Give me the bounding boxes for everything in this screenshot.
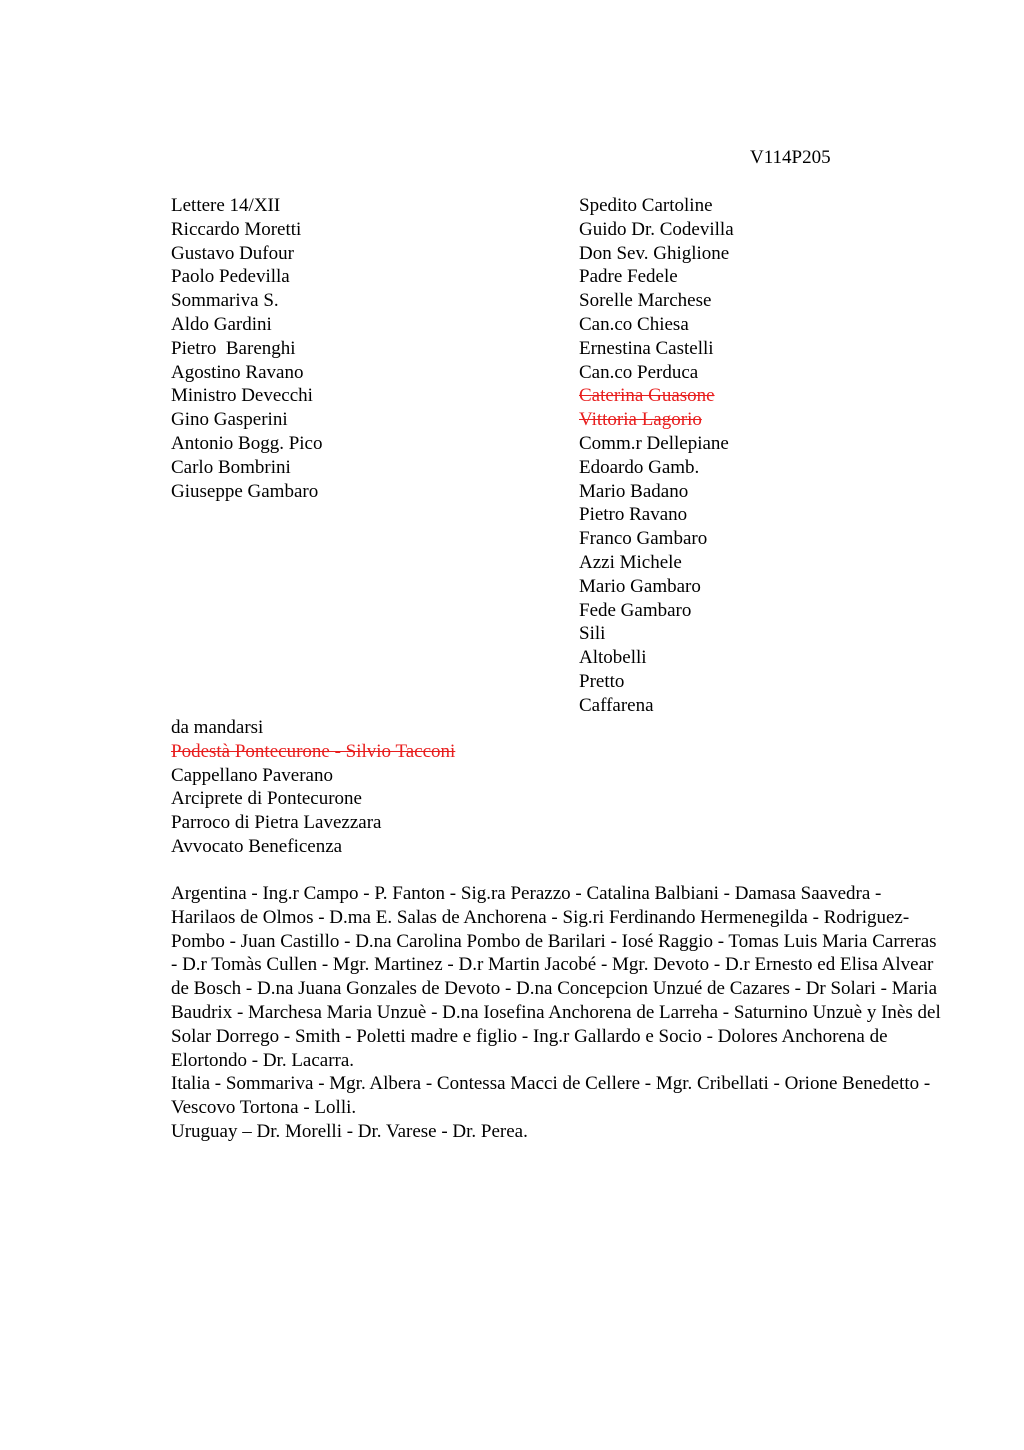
list-item: Paolo Pedevilla xyxy=(171,266,290,288)
list-item: Lettere 14/XII xyxy=(171,195,281,216)
list-item: Giuseppe Gambaro xyxy=(171,480,319,502)
paragraph-argentina: Argentina - Ing.r Campo - P. Fanton - Sig.ra Perazzo - Catalina Balbiani - Damasa Saavedra - Harilaos de Olmos - D.ma E. Salas de Anchorena - Sig.ri Ferdinando Hermenegilda - Rodriguez-Pombo - Juan Castillo - D.na Carolina Pombo de Barilari - Iosé Raggio - Tomas Luis Maria Carreras - D.r Tomàs Cullen - Mgr. Martinez - D.r Martin Jacobé - Mgr. Devoto - D.r Ernesto ed Elisa Alvear de Bosch - D.na Juana Gonzales de Devoto - D.na Concepcion Unzué de Cazares - Dr Solari - Maria Baudrix - Marchesa Maria Unzuè - D.na Iosefina Anchorena de Larreha - Saturnino Unzuè y Inès del Solar Dorrego - Smith - Poletti madre e figlio - Ing.r Gallardo e Socio - Dolores Anchorena de Elortondo - Dr. Lacarra. xyxy=(171,883,941,1071)
list-item: Caffarena xyxy=(579,694,654,716)
postcards-list xyxy=(579,194,959,718)
list-item-struck: Podestà Pontecurone - Silvio Tacconi xyxy=(171,740,456,762)
list-heading: da mandarsi xyxy=(171,717,264,738)
paragraph-italia: Italia - Sommariva - Mgr. Albera - Contessa Macci de Cellere - Mgr. Cribellati - Orione Benedetto - Vescovo Tortona - Lolli. xyxy=(171,1073,931,1119)
list-item: Fede Gambaro xyxy=(579,599,692,621)
letters-list xyxy=(171,194,551,503)
list-item: Aldo Gardini xyxy=(171,313,272,335)
list-item: Arciprete di Pontecurone xyxy=(171,788,362,810)
list-item: Don Sev. Ghiglione xyxy=(579,242,730,264)
list-item: Avvocato Beneficenza xyxy=(171,835,343,857)
list-item: Pietro Barenghi xyxy=(171,337,296,359)
list-item: Altobelli xyxy=(579,647,647,669)
list-item: Padre Fedele xyxy=(579,266,678,288)
list-item: Carlo Bombrini xyxy=(171,456,291,478)
paragraph-uruguay: Uruguay – Dr. Morelli - Dr. Varese - Dr. Perea. xyxy=(171,1120,528,1142)
list-item: Cappellano Paverano xyxy=(171,764,333,786)
list-item: Pretto xyxy=(579,670,625,692)
page-identifier: V114P205 xyxy=(750,147,831,168)
list-item: Ernestina Castelli xyxy=(579,337,714,359)
to-send-list xyxy=(171,716,871,859)
list-item: Sommariva S. xyxy=(171,290,279,312)
list-item: Mario Gambaro xyxy=(579,575,701,597)
list-item: Agostino Ravano xyxy=(171,361,304,383)
list-item: Sili xyxy=(579,623,606,645)
list-item: Spedito Cartoline xyxy=(579,195,713,216)
list-item: Sorelle Marchese xyxy=(579,290,712,312)
list-item: Antonio Bogg. Pico xyxy=(171,432,323,454)
list-item-struck: Caterina Guasone xyxy=(579,385,715,407)
list-item: Mario Badano xyxy=(579,480,689,502)
list-item: Azzi Michele xyxy=(579,551,682,573)
list-item: Ministro Devecchi xyxy=(171,385,313,407)
list-item: Guido Dr. Codevilla xyxy=(579,218,734,240)
list-item-struck: Vittoria Lagorio xyxy=(579,409,702,431)
list-item: Comm.r Dellepiane xyxy=(579,432,729,454)
list-item: Franco Gambaro xyxy=(579,528,708,550)
list-item: Pietro Ravano xyxy=(579,504,688,526)
list-item: Riccardo Moretti xyxy=(171,218,302,240)
list-item: Parroco di Pietra Lavezzara xyxy=(171,812,382,834)
country-recipients xyxy=(171,882,941,1144)
list-item: Can.co Perduca xyxy=(579,361,699,383)
list-item: Gino Gasperini xyxy=(171,409,288,431)
list-item: Can.co Chiesa xyxy=(579,313,689,335)
list-item: Gustavo Dufour xyxy=(171,242,294,264)
list-item: Edoardo Gamb. xyxy=(579,456,700,478)
